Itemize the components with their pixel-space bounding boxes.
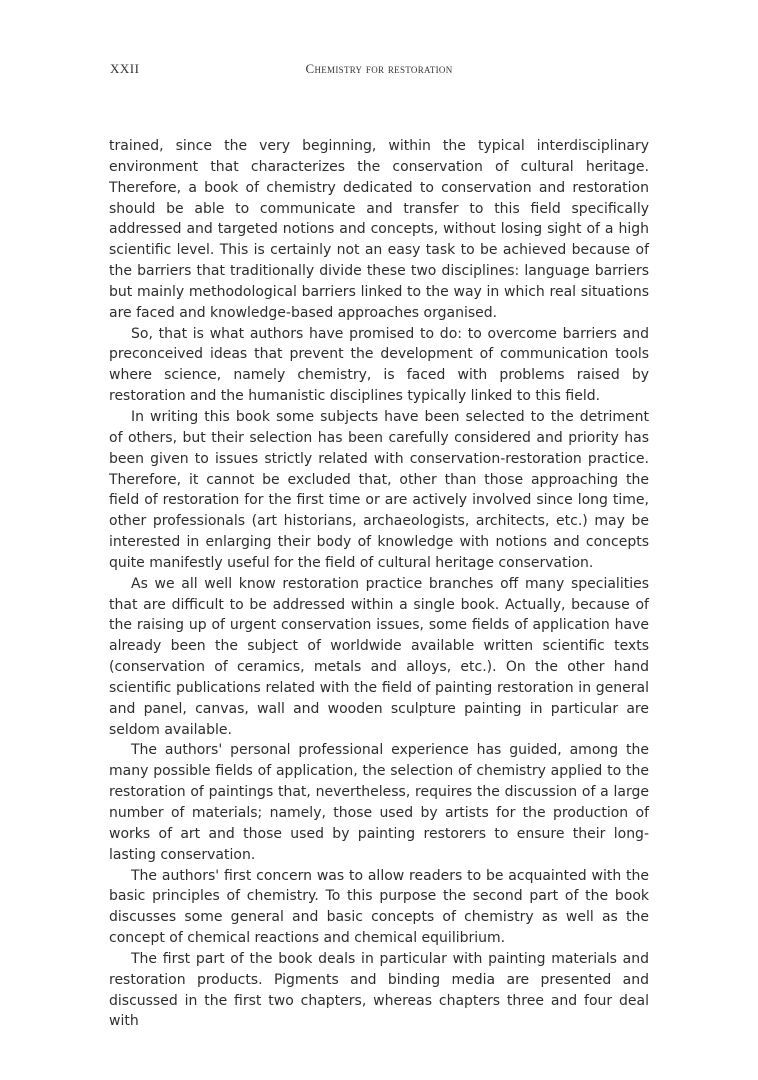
running-title: Chemistry for restoration	[305, 61, 453, 76]
paragraph: As we all well know restoration practice branches off many specialities that are difficult to be addressed within a single book. Actually, because of the raising up of urgent conservation issues, some fields of application have already been the subject of worldwide available written scientific texts (conservation of ceramics, metals and alloys, etc.). On the other hand scientific publications related with the field of painting restoration in general and panel, canvas, wall and wooden sculpture painting in particular are seldom available.	[109, 575, 649, 738]
page-number: XXII	[110, 61, 140, 76]
paragraph: trained, since the very beginning, within the typical interdisciplinary environment that characterizes the conservation of cultural heritage. Therefore, a book of chemistry dedicated to conservation and restoration should be able to communicate and transfer to this field specifically addressed and targeted notions and concepts, without losing sight of a high scientific level. This is certainly not an easy task to be achieved because of the barriers that traditionally divide these two disciplines: language barriers but mainly methodological barriers linked to the way in which real situations are faced and knowledge-based approaches organised.	[109, 138, 649, 321]
paragraph: The authors' first concern was to allow readers to be acquainted with the basic principles of chemistry. To this purpose the second part of the book discusses some general and basic concepts of chemistry as well as the concept of chemical reactions and chemical equilibrium.	[109, 867, 649, 947]
paragraph: The first part of the book deals in particular with painting materials and restoration products. Pigments and binding media are presented and discussed in the first two chapters, whereas chapters three and four deal with	[109, 950, 649, 1030]
paragraph: The authors' personal professional experience has guided, among the many possible fields of application, the selection of chemistry applied to the restoration of paintings that, nevertheless, requires the discussion of a large number of materials; namely, those used by artists for the production of works of art and those used by painting restorers to ensure their long-lasting conservation.	[109, 742, 649, 863]
paragraph: So, that is what authors have promised to do: to overcome barriers and preconceived ideas that prevent the development of communication tools where science, namely chemistry, is faced with problems raised by restoration and the humanistic disciplines typically linked to this field.	[109, 325, 649, 405]
running-head	[110, 61, 648, 79]
paragraph: In writing this book some subjects have been selected to the detriment of others, but their selection has been carefully considered and priority has been given to issues strictly related with conservation-restoration practice. Therefore, it cannot be excluded that, other than those approaching the field of restoration for the first time or are actively involved since long time, other professionals (art historians, archaeologists, architects, etc.) may be interested in enlarging their body of knowledge with notions and concepts quite manifestly useful for the field of cultural heritage conservation.	[109, 408, 649, 571]
body-text	[109, 136, 649, 1032]
